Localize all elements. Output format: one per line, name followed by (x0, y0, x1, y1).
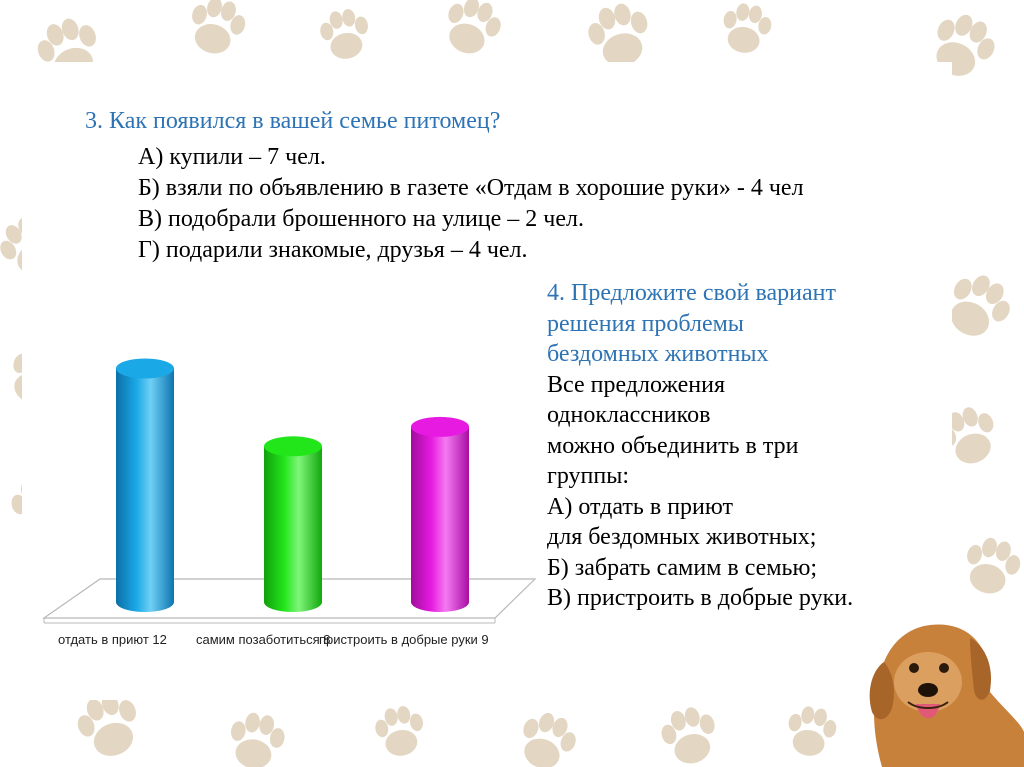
paw-print-icon (372, 703, 428, 759)
paw-print-icon (719, 0, 775, 56)
question-4-title-line: решения проблемы (547, 310, 744, 337)
question-4-answer-line: для бездомных животных; (547, 524, 817, 550)
question-3-option: В) подобрали брошенного на улице – 2 чел. (138, 206, 584, 232)
question-3-title: 3. Как появился в вашей семье питомец? (85, 108, 501, 134)
chart-bar (116, 358, 174, 612)
question-4-answer-line: Все предложения (547, 371, 726, 398)
paw-print-icon (317, 6, 373, 62)
question-3-option: Г) подарили знакомые, друзья – 4 чел. (138, 237, 528, 263)
question-4-title-line: бездомных животных (547, 341, 769, 367)
bar-chart (30, 340, 550, 660)
question-4-answer-line: Б) забрать самим в семью; (547, 554, 818, 581)
chart-category-label: пристроить в добрые руки 9 (319, 632, 489, 647)
question-4-answer-line: одноклассников (547, 402, 711, 428)
paw-print-icon (512, 706, 582, 767)
question-4-title (547, 278, 887, 370)
paw-print-icon (184, 0, 250, 60)
dog-photo (862, 612, 1024, 767)
chart-bar (264, 436, 322, 612)
chart-category-label: отдать в приют 12 (58, 632, 167, 647)
paw-print-icon (959, 533, 1024, 600)
question-4-title-line: 4. Предложите свой вариант (547, 280, 836, 306)
question-4-answer (547, 370, 887, 614)
paw-print-icon (225, 709, 288, 767)
question-3-option: Б) взяли по объявлению в газете «Отдам в хорошие руки» - 4 чел (138, 175, 804, 201)
paw-print-icon (437, 0, 507, 62)
question-4-answer-line: группы: (547, 463, 630, 489)
paw-print-icon (784, 703, 840, 759)
question-4-answer-line: можно объединить в три (547, 432, 799, 459)
chart-bar (411, 417, 469, 612)
question-4-answer-line: А) отдать в приют (547, 493, 733, 520)
question-4-answer-line: В) пристроить в добрые руки. (547, 585, 854, 611)
chart-category-label: самим позаботиться 8 (196, 632, 331, 647)
paw-print-icon (657, 702, 723, 767)
question-3-options (138, 142, 804, 266)
question-3-option: А) купили – 7 чел. (138, 144, 326, 170)
question-4-block (547, 278, 887, 614)
